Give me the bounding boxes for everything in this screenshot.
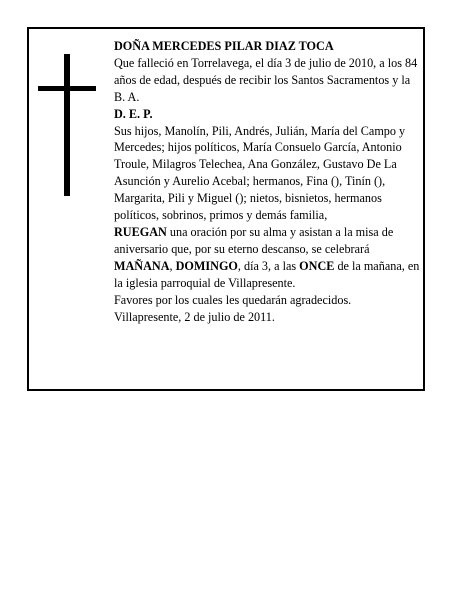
cross-icon [38,54,96,196]
mass-request [114,224,422,292]
cross-horizontal-bar [38,86,96,91]
request-sep: , [169,258,176,273]
request-text-3: de la mañana, en la iglesia parroquial de Villapresente. [114,258,420,290]
request-text-1: una oración por su alma y asistan a la misa de aniversario que, por su eterno descanso, se celebrará [114,224,394,256]
place-date: Villapresente, 2 de julio de 2011. [114,309,275,324]
request-text-2: , día 3, a las [237,258,300,273]
manana-word: MAÑANA [114,258,170,273]
death-info: Que falleció en Torrelavega, el día 3 de julio de 2010, a los 84 años de edad, después de recibir los Santos Sacramentos y la B. A. [114,55,418,104]
dep-line: D. E. P. [114,106,153,121]
thanks-line: Favores por los cuales les quedarán agradecidos. [114,292,352,307]
ruegan-word: RUEGAN [114,224,167,239]
obituary-text [114,38,422,325]
cross-vertical-bar [64,54,70,196]
domingo-word: DOMINGO [175,258,238,273]
once-word: ONCE [299,258,335,273]
family-list: Sus hijos, Manolín, Pili, Andrés, Julián, María del Campo y Mercedes; hijos políticos, María Consuelo García, Antonio Troule, Milagros Telechea, Ana González, Gustavo De La Asunción y Aurelio Acebal; hermanos, Fina (), Tinín (), Margarita, Pili y Miguel (); nietos, bisnietos, hermanos políticos, sobrinos, primos y demás familia, [114,123,406,223]
deceased-name: DOÑA MERCEDES PILAR DIAZ TOCA [114,39,334,53]
